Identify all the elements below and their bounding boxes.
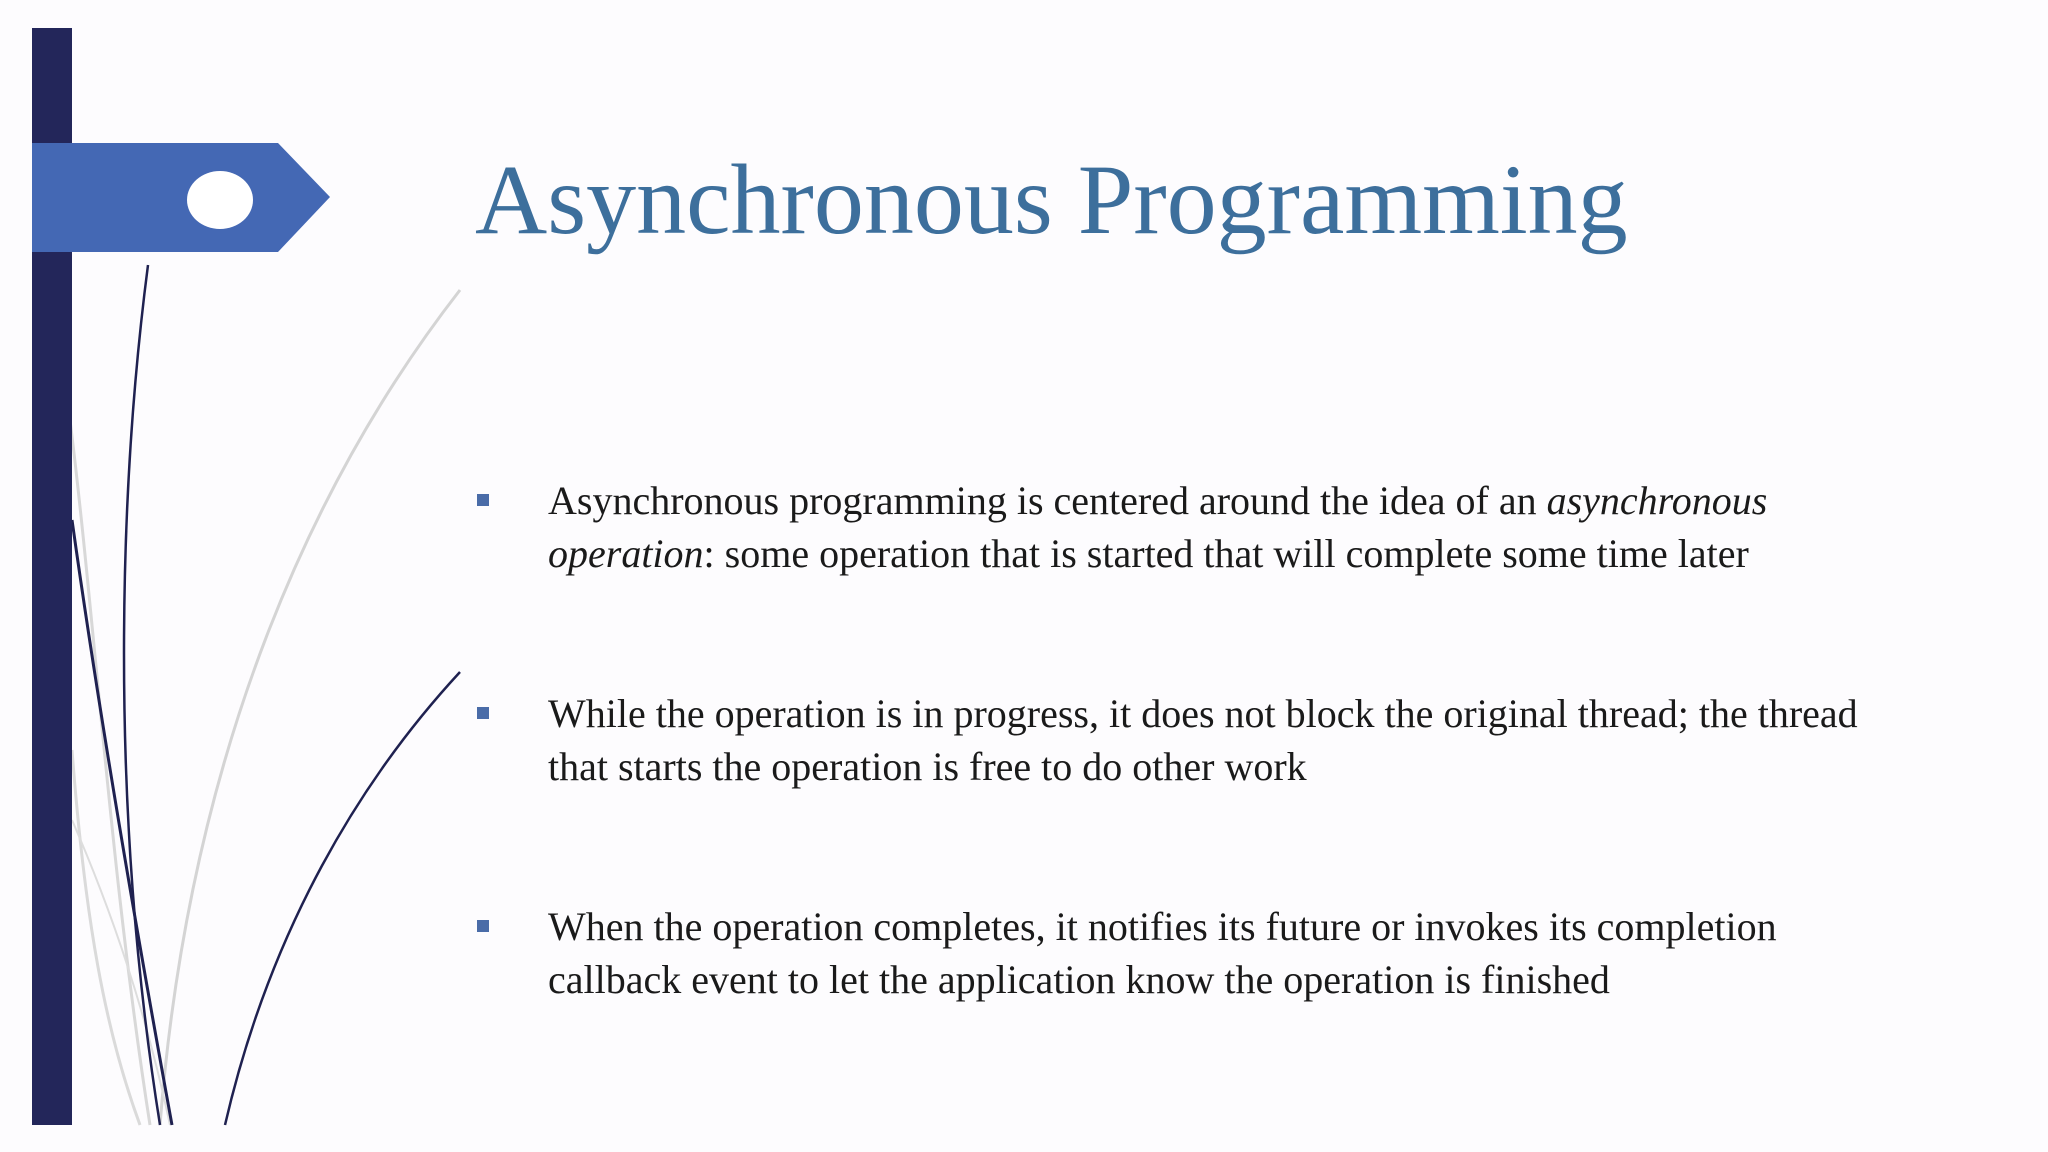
bullet-emphasis-text: asynchronous operation <box>548 478 1768 576</box>
dark-curve <box>72 520 172 1125</box>
square-bullet-icon <box>477 707 489 719</box>
square-bullet-icon <box>477 920 489 932</box>
light-curve <box>160 290 460 1125</box>
dark-curve <box>225 672 460 1125</box>
light-curve <box>72 750 140 1125</box>
bullet-item <box>475 474 1895 580</box>
bullet-text-before-emphasis: Asynchronous programming is centered around the idea of an <box>548 478 1547 523</box>
white-oval-shape <box>187 171 253 229</box>
bullet-text: While the operation is in progress, it does not block the original thread; the thread that starts the operation is free to do other work <box>548 691 1858 789</box>
bullet-item <box>475 687 1895 793</box>
light-curve <box>72 820 170 1125</box>
slide-title: Asynchronous Programming <box>475 144 1628 255</box>
square-bullet-icon <box>477 494 489 506</box>
bullet-text-after-emphasis: : some operation that is started that will complete some time later <box>703 531 1749 576</box>
bullet-text: When the operation completes, it notifies its future or invokes its completion callback event to let the application know the operation is finished <box>548 904 1777 1002</box>
arrow-banner-shape <box>32 143 330 252</box>
dark-curve <box>124 265 160 1125</box>
bullet-item <box>475 900 1895 1006</box>
bullet-list <box>475 474 1895 1113</box>
